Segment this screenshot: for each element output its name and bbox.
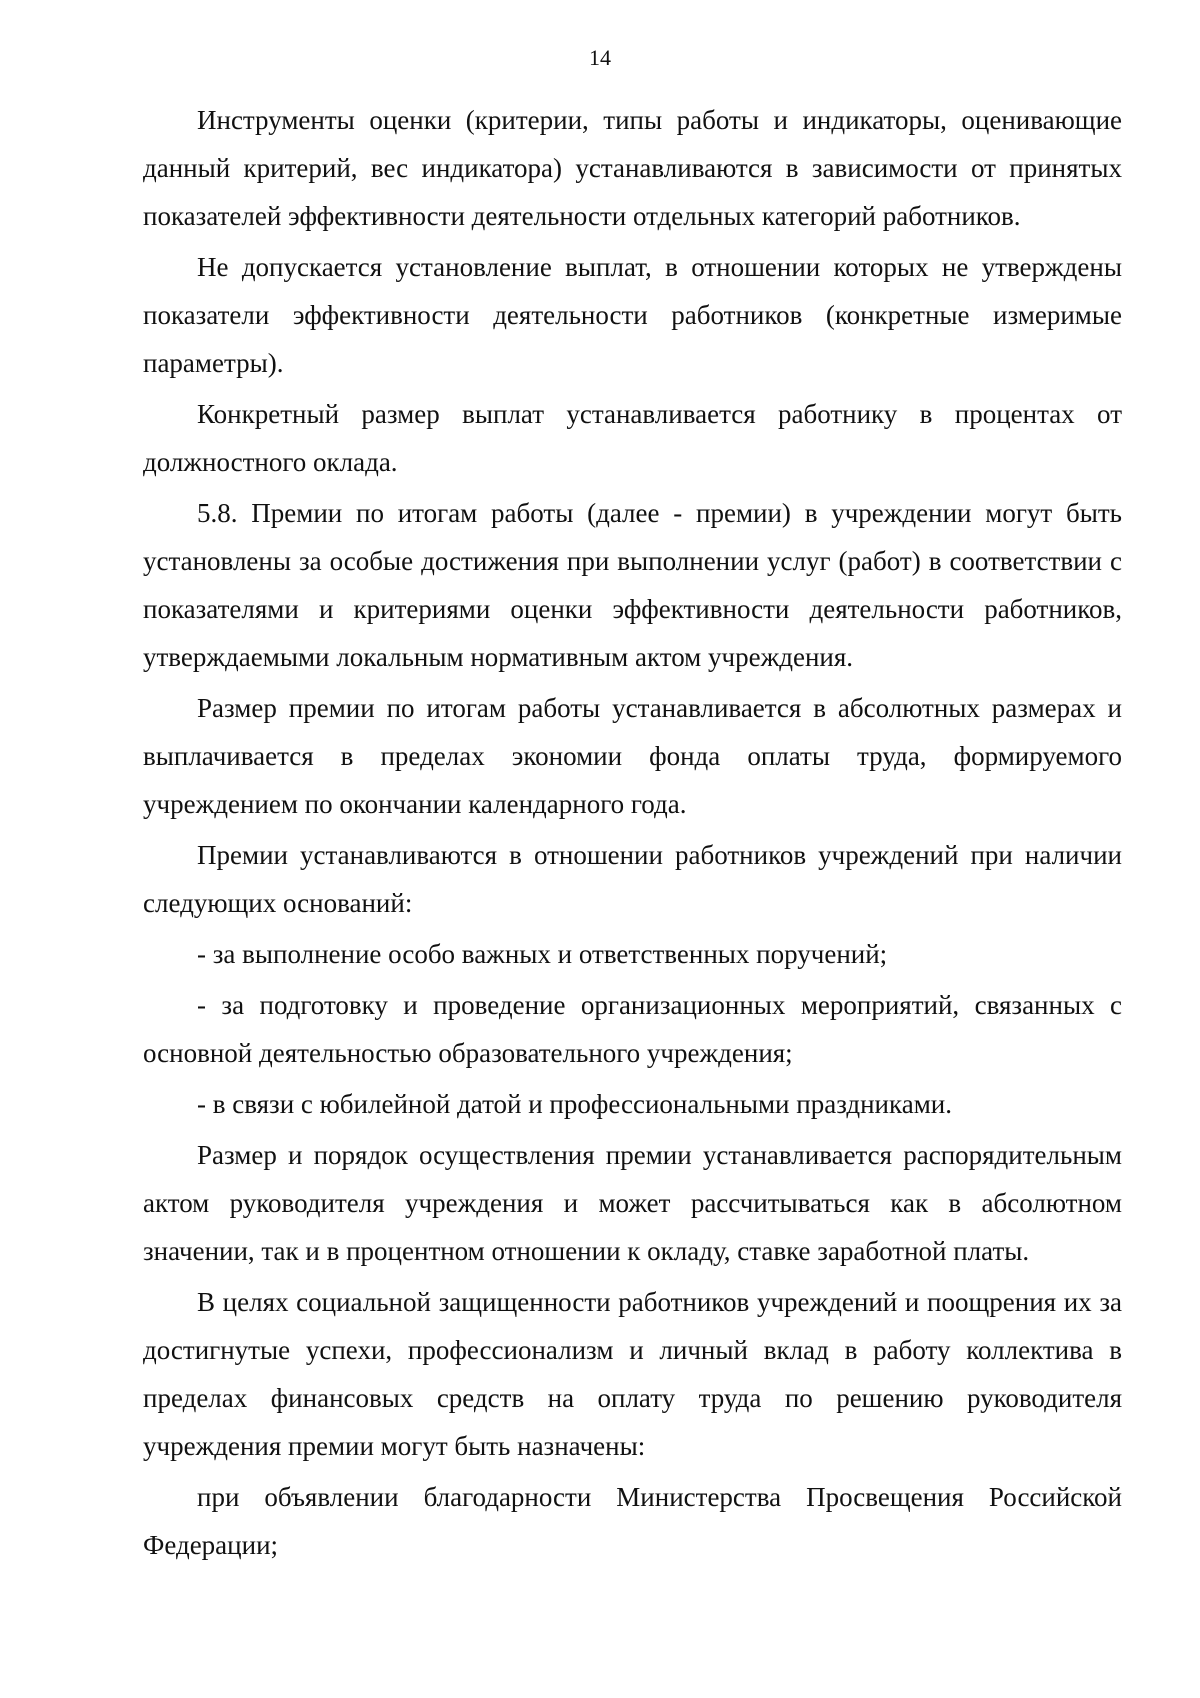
- list-item-important-assignments: - за выполнение особо важных и ответственных поручений;: [197, 939, 888, 969]
- paragraph-bonus-grounds: Премии устанавливаются в отношении работников учреждений при наличии следующих оснований:: [143, 840, 1122, 918]
- paragraph-section-5-8: 5.8. Премии по итогам работы (далее - премии) в учреждении могут быть установлены за особые достижения при выполнении услуг (работ) в соответствии с показателями и критериями оценки эффективности деятельности работников, утверждаемыми локальным нормативным актом учреждения.: [143, 498, 1122, 672]
- paragraph-bonus-procedure: Размер и порядок осуществления премии устанавливается распорядительным актом руководителя учреждения и может рассчитываться как в абсолютном значении, так и в процентном отношении к окладу, ставке заработной платы.: [143, 1140, 1122, 1266]
- paragraph-assessment-tools: Инструменты оценки (критерии, типы работы и индикаторы, оценивающие данный критерий, вес индикатора) устанавливаются в зависимости от принятых показателей эффективности деятельности отдельных категорий работников.: [143, 105, 1122, 231]
- paragraph-social-protection: В целях социальной защищенности работников учреждений и поощрения их за достигнутые успехи, профессионализм и личный вклад в работу коллектива в пределах финансовых средств на оплату труда по решению руководителя учреждения премии могут быть назначены:: [143, 1287, 1122, 1461]
- paragraph-payment-restriction: Не допускается установление выплат, в отношении которых не утверждены показатели эффективности деятельности работников (конкретные измеримые параметры).: [143, 252, 1122, 378]
- paragraph-payment-size: Конкретный размер выплат устанавливается работнику в процентах от должностного оклада.: [143, 399, 1122, 477]
- list-item-anniversary-holidays: - в связи с юбилейной датой и профессиональными праздниками.: [197, 1089, 952, 1119]
- list-item-organizational-events: - за подготовку и проведение организационных мероприятий, связанных с основной деятельностью образовательного учреждения;: [143, 990, 1122, 1068]
- paragraph-ministry-gratitude: при объявлении благодарности Министерства Просвещения Российской Федерации;: [143, 1482, 1122, 1560]
- paragraph-bonus-size: Размер премии по итогам работы устанавливается в абсолютных размерах и выплачивается в пределах экономии фонда оплаты труда, формируемого учреждением по окончании календарного года.: [143, 693, 1122, 819]
- page-number: 14: [589, 45, 611, 70]
- document-body: [143, 96, 1122, 1572]
